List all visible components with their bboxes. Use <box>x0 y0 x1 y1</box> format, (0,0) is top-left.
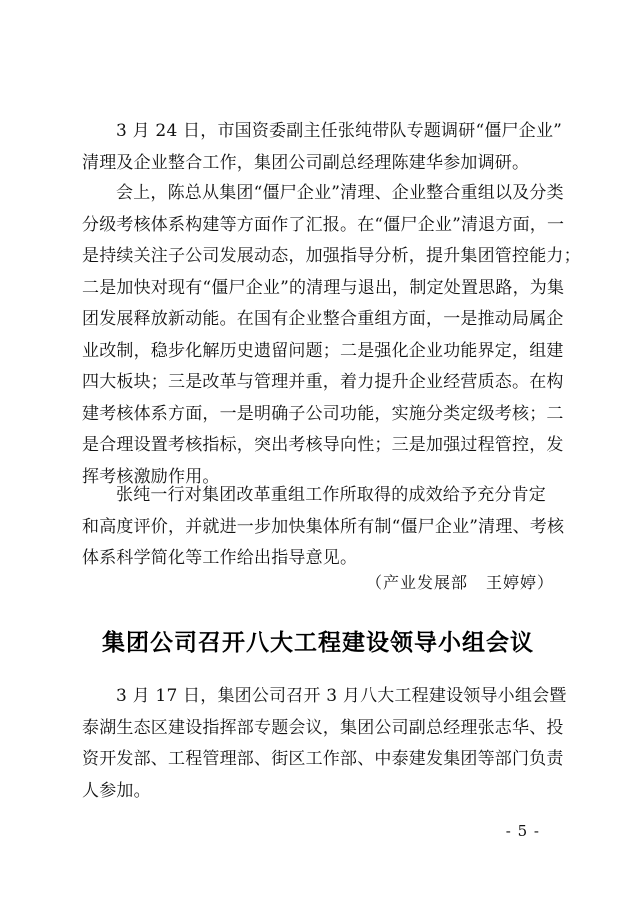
text-line: 是合理设置考核指标，突出考核导向性；三是加强过程管控，发 <box>82 435 564 455</box>
article1-signature <box>366 570 554 593</box>
article1-paragraph-3 <box>82 480 565 575</box>
text-line: 团发展释放新动能。在国有企业整合重组方面，一是推动局属企 <box>82 309 564 329</box>
text-line: 体系科学简化等工作给出指导意见。 <box>82 548 358 568</box>
text-line: 分级考核体系构建等方面作了汇报。在“僵尸企业”清退方面，一 <box>82 214 565 235</box>
signature-department: 产业发展部 <box>382 573 468 592</box>
page-number: - 5 - <box>505 822 540 840</box>
article1-paragraph-1 <box>82 116 563 179</box>
text-line: 建考核体系方面，一是明确子公司功能，实施分类定级考核；二 <box>82 403 564 424</box>
article2-paragraph-1 <box>82 681 567 807</box>
text-line: 清理及企业整合工作，集团公司副总经理陈建华参加调研。 <box>82 152 530 173</box>
text-line: 3 月 17 日，集团公司召开 3 月八大工程建设领导小组会暨 <box>116 686 567 706</box>
text-line: 业改制，稳步化解历史遗留问题；二是强化企业功能界定，组建 <box>82 340 564 361</box>
signature-open-paren: （ <box>365 573 383 592</box>
text-line: 张纯一行对集团改革重组工作所取得的成效给予充分肯定 <box>116 485 546 505</box>
text-line: 人参加。 <box>82 780 151 801</box>
article1-paragraph-2 <box>82 178 581 493</box>
text-line: 资开发部、工程管理部、街区工作部、中泰建发集团等部门负责 <box>82 749 564 769</box>
signature-author: 王婷婷 <box>485 573 537 592</box>
text-line: 二是加快对现有“僵尸企业”的清理与退出，制定处置思路，为集 <box>82 277 565 298</box>
text-line: 泰湖生态区建设指挥部专题会议，集团公司副总经理张志华、投 <box>82 717 564 738</box>
text-line: 3 月 24 日，市国资委副主任张纯带队专题调研“僵尸企业” <box>116 121 563 141</box>
text-line: 是持续关注子公司发展动态，加强指导分析，提升集团管控能力； <box>82 246 581 266</box>
signature-close-paren: ） <box>536 573 554 592</box>
text-line: 四大板块；三是改革与管理并重，着力提升企业经营质态。在构 <box>82 372 564 392</box>
text-line: 会上，陈总从集团“僵尸企业”清理、企业整合重组以及分类 <box>116 183 564 203</box>
article2-title: 集团公司召开八大工程建设领导小组会议 <box>102 630 534 656</box>
text-line: 挥考核激励作用。 <box>82 466 220 487</box>
text-line: 和高度评价，并就进一步加快集体所有制“僵尸企业”清理、考核 <box>82 516 565 537</box>
